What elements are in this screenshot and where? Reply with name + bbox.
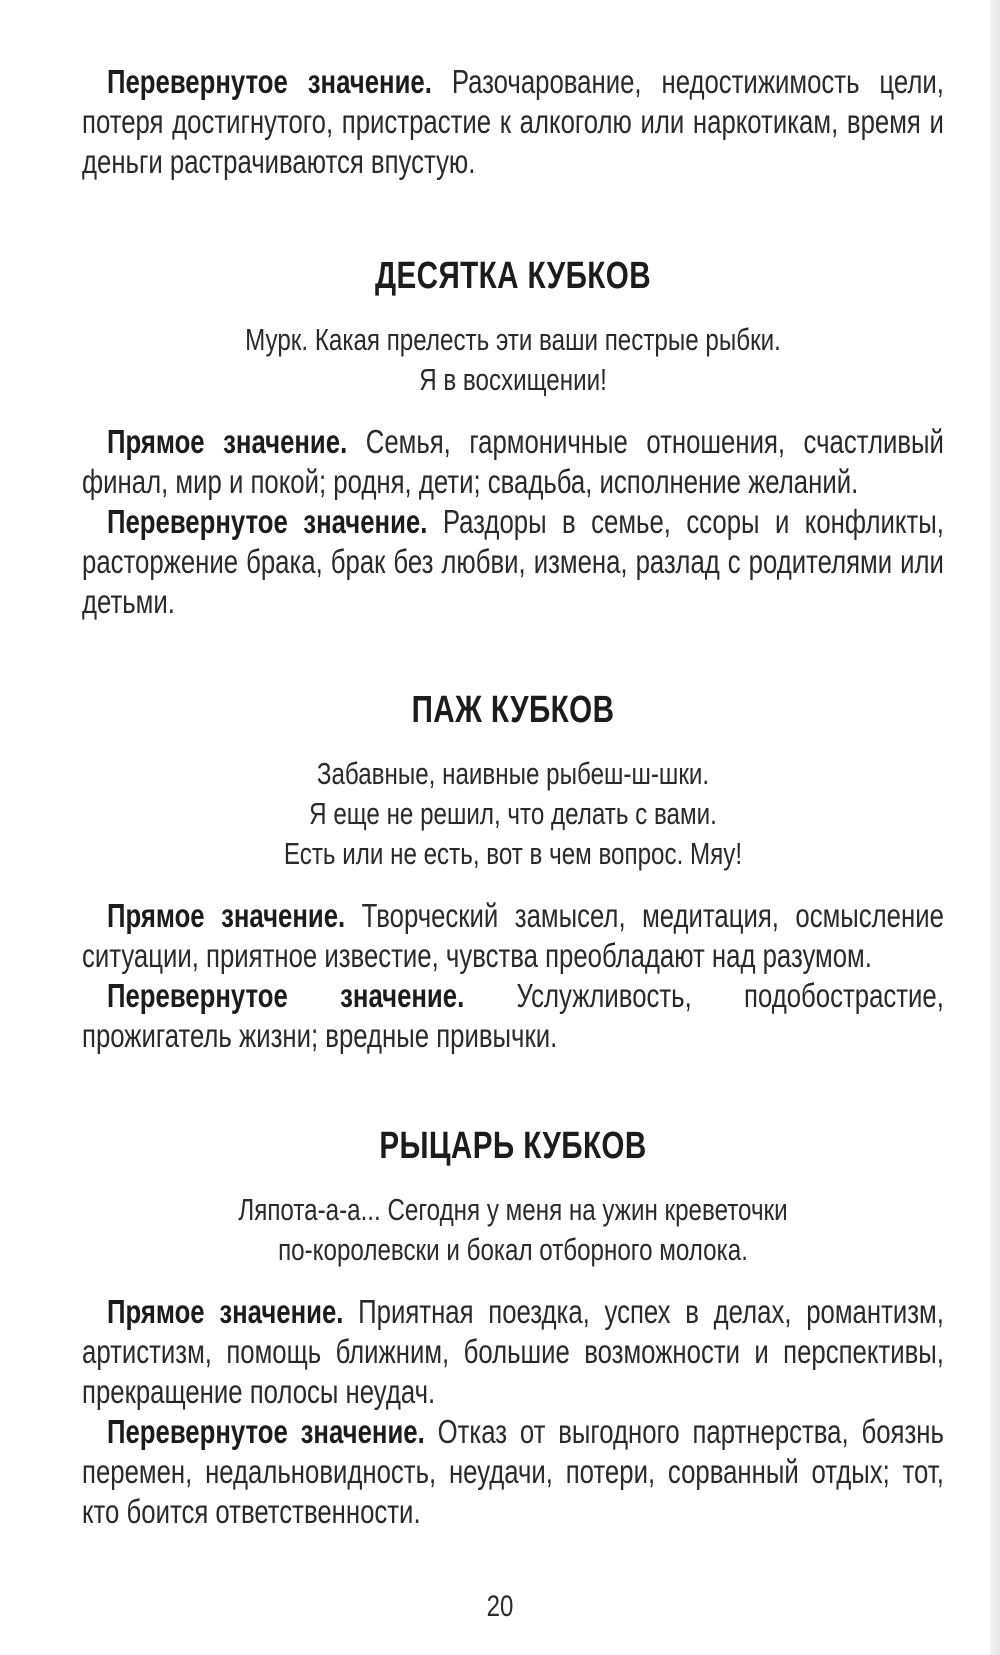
epigraph-line: Мурк. Какая прелесть эти ваши пестрые рыбки. bbox=[245, 322, 781, 357]
direct-meaning-paragraph bbox=[82, 422, 944, 502]
direct-meaning-label: Прямое значение. bbox=[106, 1293, 344, 1330]
reversed-meaning-label: Перевернутое значение. bbox=[106, 63, 432, 100]
epigraph-line: Я в восхищении! bbox=[419, 362, 607, 397]
epigraph-knight-of-cups bbox=[177, 1190, 849, 1270]
direct-meaning-paragraph bbox=[82, 896, 944, 976]
reversed-meaning-text: Разочарование, недостижимость цели, потеря достигнутого, пристрастие к алкоголю или наркотикам, время и деньги растрачиваются впустую. bbox=[82, 63, 944, 180]
section-title-page-of-cups: ПАЖ КУБКОВ bbox=[411, 689, 615, 731]
reversed-meaning-label: Перевернутое значение. bbox=[106, 977, 465, 1014]
epigraph-ten-of-cups bbox=[177, 320, 849, 400]
epigraph-line: Есть или не есть, вот в чем вопрос. Мяу! bbox=[283, 836, 743, 871]
reversed-meaning-label: Перевернутое значение. bbox=[106, 1413, 425, 1450]
direct-meaning-paragraph bbox=[82, 1292, 944, 1412]
epigraph-line: Я еще не решил, что делать с вами. bbox=[309, 796, 717, 831]
direct-meaning-text: Семья, гармоничные отношения, счастливый финал, мир и покой; родня, дети; свадьба, исполнение желаний. bbox=[82, 423, 944, 500]
section-title-knight-of-cups: РЫЦАРЬ КУБКОВ bbox=[379, 1125, 647, 1167]
epigraph-line: Забавные, наивные рыбеш-ш-шки. bbox=[316, 756, 710, 791]
direct-meaning-label: Прямое значение. bbox=[106, 423, 348, 460]
epigraph-line: Ляпота-а-а... Сегодня у меня на ужин креветочки bbox=[238, 1192, 788, 1227]
reversed-meaning-text: Услужливость, подобострастие, прожигатель жизни; вредные привычки. bbox=[82, 977, 944, 1054]
reversed-meaning-paragraph bbox=[82, 502, 944, 622]
reversed-meaning-text: Раздоры в семье, ссоры и конфликты, расторжение брака, брак без любви, измена, разлад с родителями или детьми. bbox=[82, 503, 944, 620]
page-number: 20 bbox=[486, 1590, 514, 1623]
direct-meaning-text: Приятная поездка, успех в делах, романтизм, артистизм, помощь ближним, большие возможности и перспективы, прекращение полосы неудач. bbox=[82, 1293, 944, 1410]
direct-meaning-label: Прямое значение. bbox=[106, 897, 346, 934]
reversed-meaning-paragraph bbox=[82, 1412, 944, 1532]
page-body bbox=[82, 62, 944, 1532]
epigraph-line: по-королевски и бокал отборного молока. bbox=[278, 1232, 748, 1267]
epigraph-page-of-cups bbox=[177, 754, 849, 874]
reversed-meaning-text: Отказ от выгодного партнерства, боязнь перемен, недальновидность, неудачи, потери, сорванный отдых; тот, кто боится ответственности. bbox=[82, 1413, 944, 1530]
page-edge-shadow bbox=[990, 0, 1000, 1655]
reversed-meaning-label: Перевернутое значение. bbox=[106, 503, 428, 540]
direct-meaning-text: Творческий замысел, медитация, осмысление ситуации, приятное известие, чувства преобладают над разумом. bbox=[82, 897, 944, 974]
reversed-meaning-paragraph bbox=[82, 62, 944, 182]
reversed-meaning-paragraph bbox=[82, 976, 944, 1056]
section-title-ten-of-cups: ДЕСЯТКА КУБКОВ bbox=[374, 255, 652, 297]
